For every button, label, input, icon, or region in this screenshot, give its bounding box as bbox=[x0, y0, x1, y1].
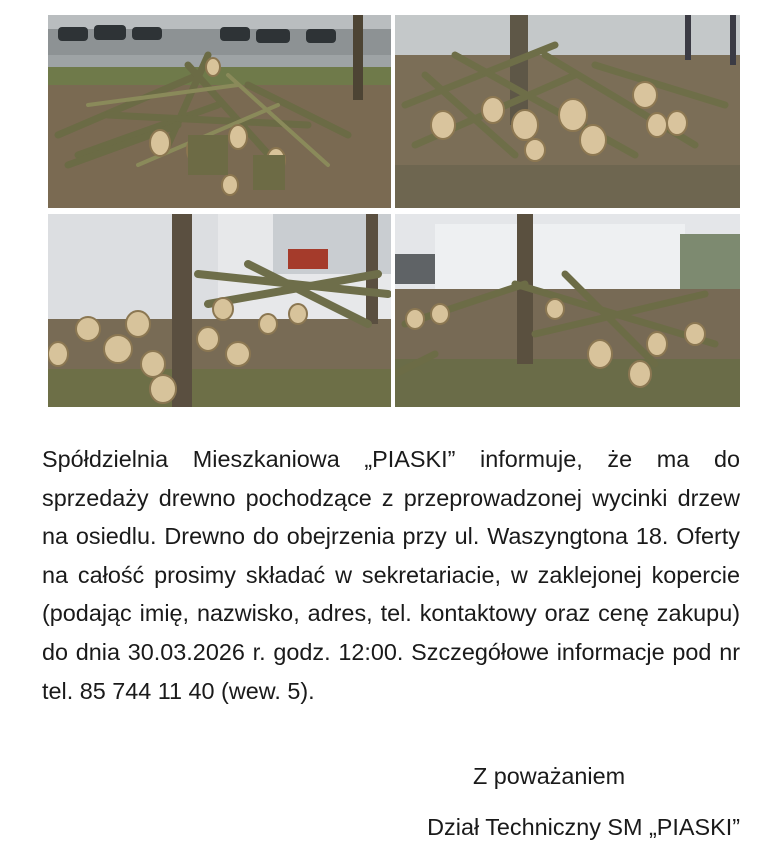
notice-body: Spółdzielnia Mieszkaniowa „PIASKI” informuje, że ma do sprzedaży drewno pochodzące z przeprowadzonej wycinki drzew na osiedlu. Drewno do obejrzenia przy ul. Waszyngtona 18. Oferty na całość prosimy składać w sekretariacie, w zaklejonej kopercie (podając imię, nazwisko, adres, tel. kontaktowy oraz cenę zakupu) do dnia 30.03.2026 r. godz. 12:00. Szczegółowe informacje pod nr tel. 85 744 11 40 (wew. 5). bbox=[42, 446, 740, 704]
photo-woodpile-parking-image bbox=[48, 15, 391, 208]
photo-logs-building bbox=[48, 214, 391, 407]
photo-woodpile-lawn-image bbox=[395, 15, 740, 208]
closing-signature: Dział Techniczny SM „PIASKI” bbox=[427, 814, 740, 840]
photo-logs-building-image bbox=[48, 214, 391, 407]
photo-collage bbox=[48, 15, 740, 407]
closing-greeting: Z poważaniem bbox=[473, 763, 626, 789]
photo-woodpile-parking bbox=[48, 15, 391, 208]
photo-woodpile-tree-image bbox=[395, 214, 740, 407]
photo-woodpile-lawn bbox=[395, 15, 740, 208]
photo-woodpile-tree bbox=[395, 214, 740, 407]
